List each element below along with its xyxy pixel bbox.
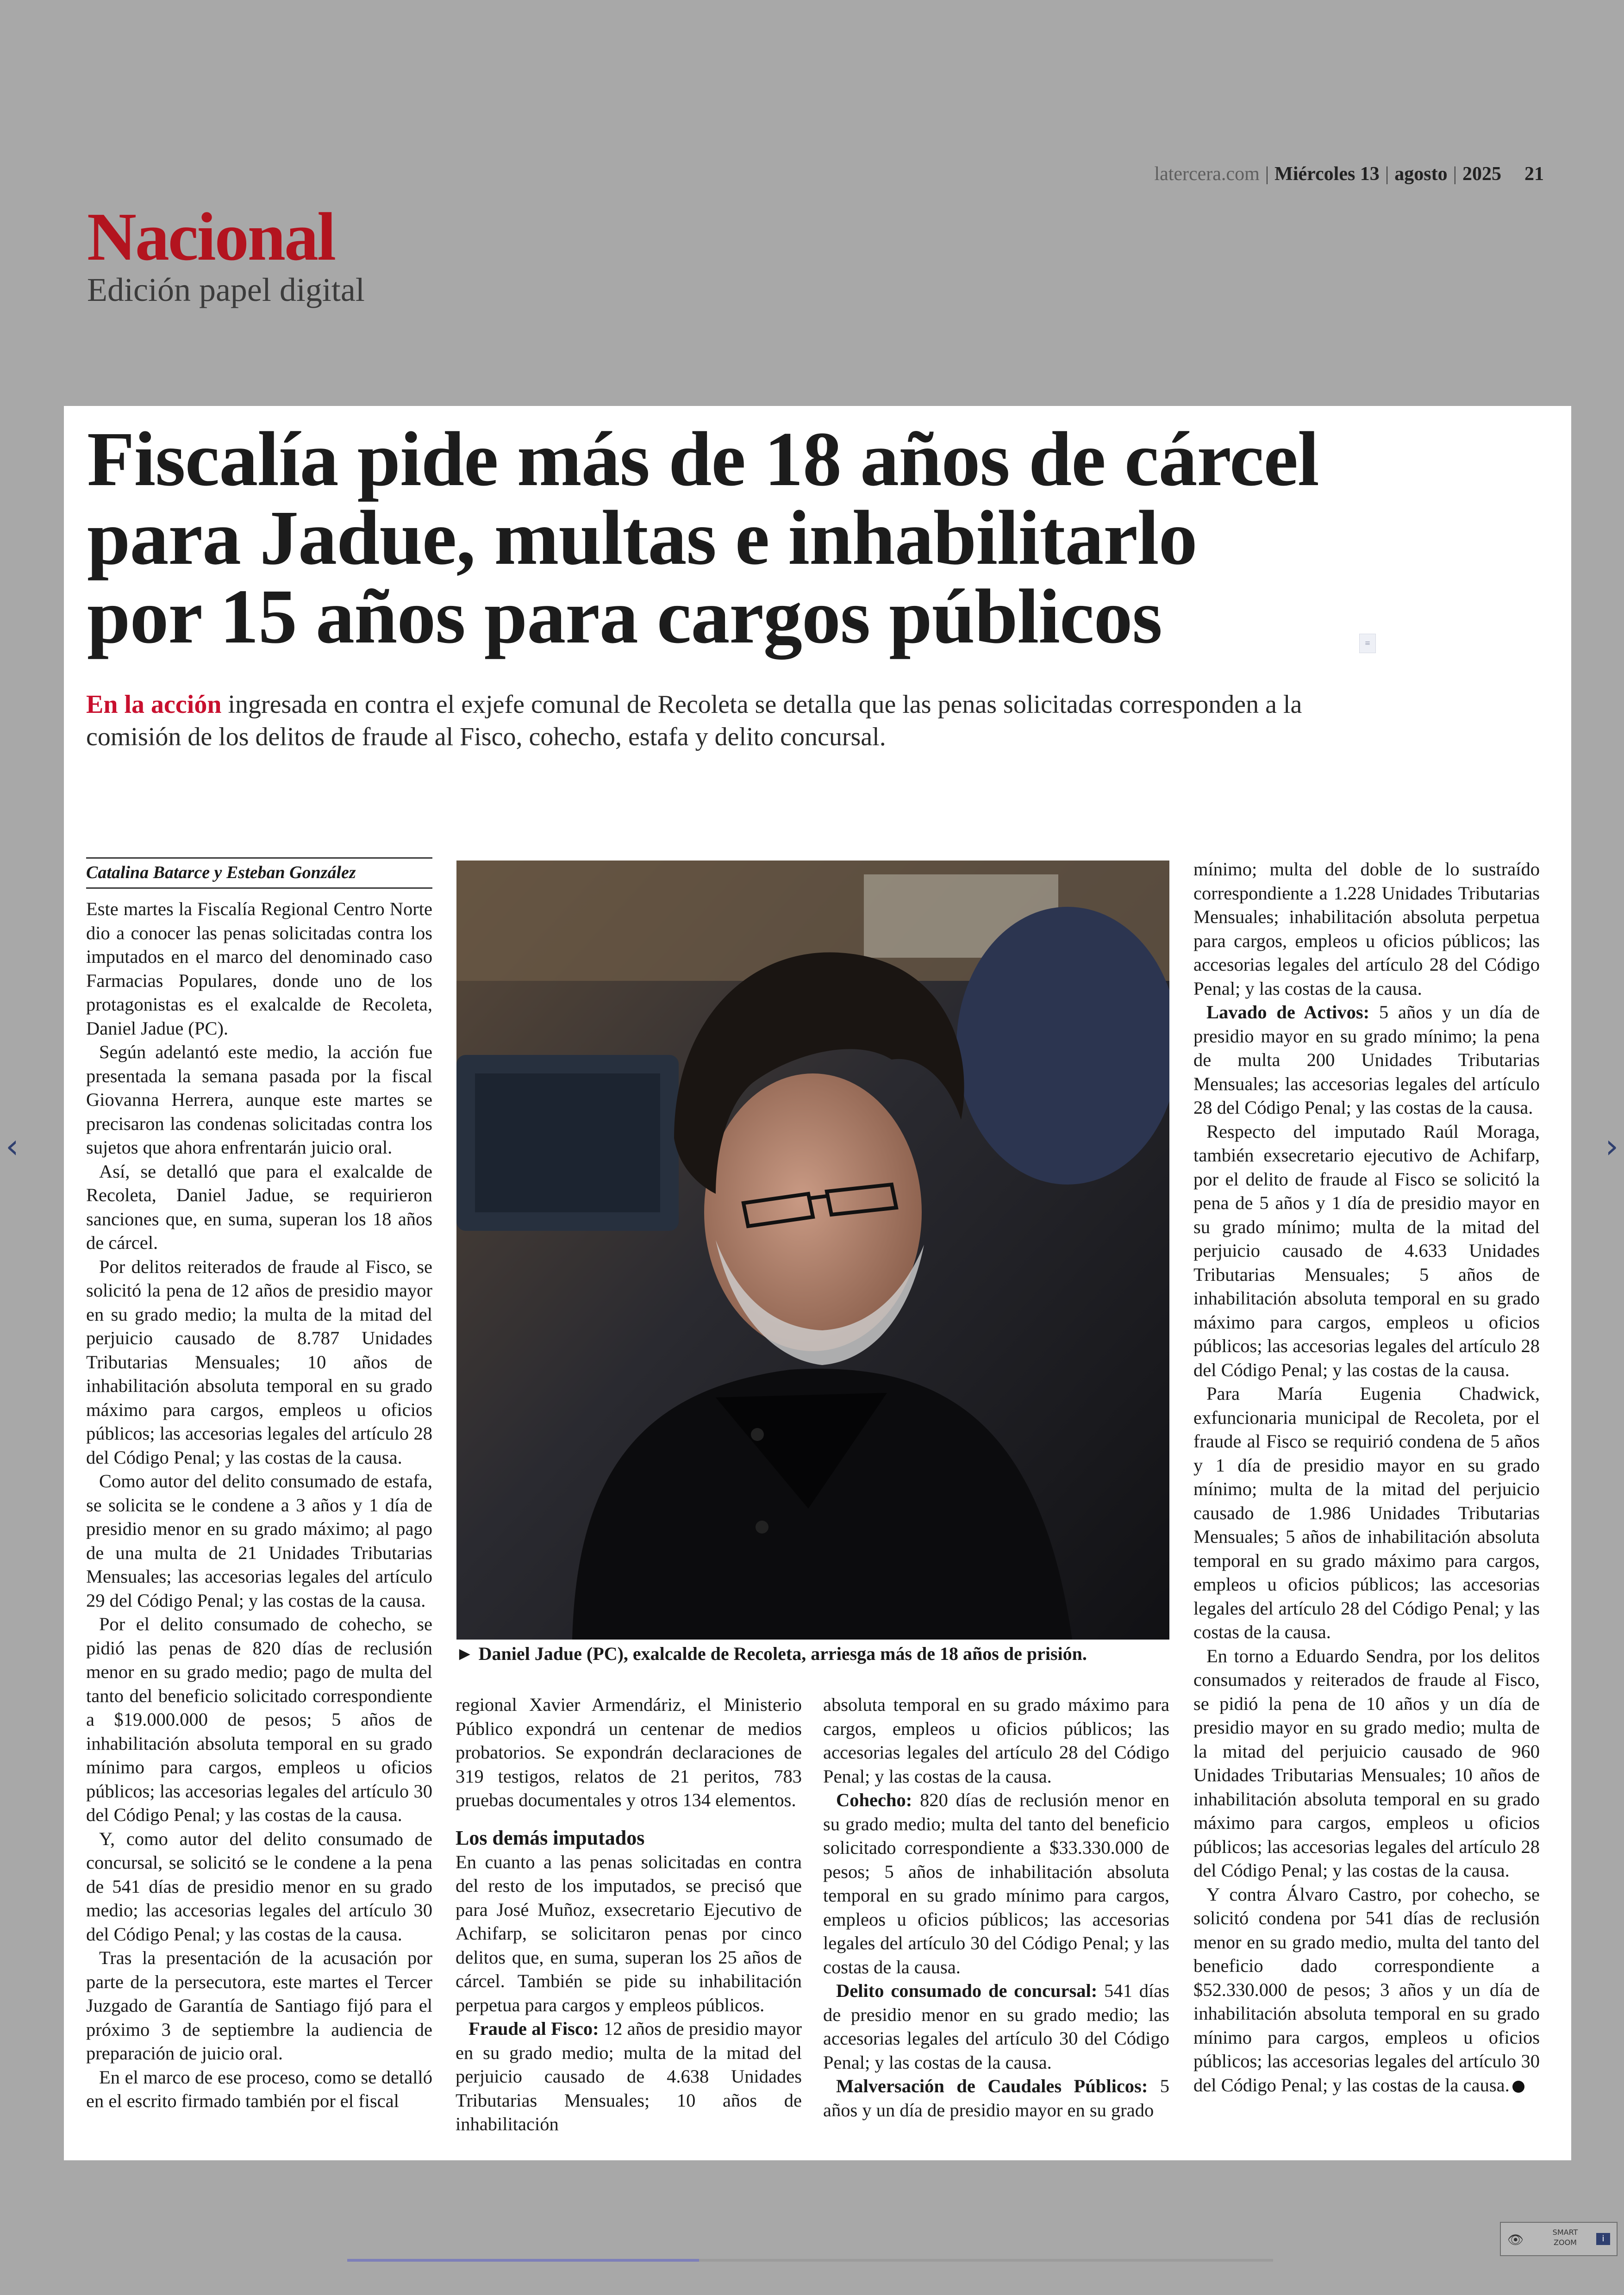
separator: | xyxy=(1385,163,1389,185)
scrollbar-thumb[interactable] xyxy=(347,2259,699,2262)
paragraph: Respecto del imputado Raúl Moraga, también exsecretario ejecutivo de Achifarp, por el delito de fraude al Fisco se solicitó la pena de 5 años y 1 día de presidio mayor en su grado mínimo; multa de la mitad del perjuicio causado de 4.633 Unidades Tributarias Mensuales; 5 años de inhabilitación absoluta temporal en su grado máximo para cargos, empleos u oficios públicos; las accesorias legales del artículo 28 del Código Penal; y las costas de la causa. xyxy=(1193,1121,1540,1380)
paragraph xyxy=(456,2017,802,2136)
chevron-left-icon[interactable]: ‹ xyxy=(6,1127,19,1166)
headline-line: para Jadue, multas e inhabilitarlo xyxy=(87,495,1197,581)
article-photo xyxy=(456,861,1169,1640)
headline-line: por 15 años para cargos públicos xyxy=(87,574,1162,660)
paragraph-lead: Lavado de Activos: xyxy=(1206,1002,1370,1023)
paragraph: Para María Eugenia Chadwick, exfuncionaria municipal de Recoleta, por el fraude al Fisco se requirió condena de 5 años y 1 día de presidio mayor en su grado mínimo; multa de la mitad del perjuicio causado de 1.986 Unidades Tributarias Mensuales; 5 años de inhabilitación absoluta temporal en su grado máximo para cargos, empleos u oficios públicos; las accesorias legales del artículo 28 del Código Penal; y las costas de la causa. xyxy=(1193,1383,1540,1642)
note-icon[interactable]: ≡ xyxy=(1359,634,1376,653)
paragraph: En cuanto a las penas solicitadas en contra del resto de los imputados, se precisó que para José Muñoz, exsecretario Ejecutivo de Achifarp, se solicitaron penas por cinco delitos que, en suma, superan los 25 años de cárcel. También se pide su inhabilitación perpetua para cargos y empleos públicos. xyxy=(456,1851,802,2015)
paragraph: Este martes la Fiscalía Regional Centro Norte dio a conocer las penas solicitadas contra los imputados en el marco del denominado caso Farmacias Populares, donde uno de los protagonistas es el exalcalde de Recoleta, Daniel Jadue (PC). xyxy=(86,898,432,1039)
paragraph: Tras la presentación de la acusación por parte de la persecutora, este martes el Tercer Juzgado de Garantía de Santiago fijó para el próximo 3 de septiembre la audiencia de preparación de juicio oral. xyxy=(86,1947,432,2064)
photo-caption: ► Daniel Jadue (PC), exalcalde de Recoleta, arriesga más de 18 años de prisión. xyxy=(456,1643,1087,1664)
paragraph: En el marco de ese proceso, como se detalló en el escrito firmado también por el fiscal xyxy=(86,2066,432,2111)
paragraph: Así, se detalló que para el exalcalde de Recoleta, Daniel Jadue, se requirieron sanciones que, en suma, superan los 18 años de cárcel. xyxy=(86,1160,432,1253)
date-month: agosto xyxy=(1394,163,1448,185)
paragraph: absoluta temporal en su grado máximo para cargos, empleos u oficios públicos; las accesorias legales del artículo 28 del Código Penal; y las costas de la causa. xyxy=(823,1694,1169,1787)
paragraph xyxy=(823,1788,1169,1979)
end-of-article-icon xyxy=(1512,2081,1524,2093)
date-year: 2025 xyxy=(1462,163,1501,185)
info-icon[interactable]: i xyxy=(1596,2233,1610,2245)
edition-label: Edición papel digital xyxy=(87,271,365,308)
smart-zoom-button[interactable] xyxy=(1500,2222,1618,2256)
deck-lead: En la acción xyxy=(86,690,222,719)
paragraph-lead: Cohecho: xyxy=(836,1790,912,1810)
paragraph-lead: Fraude al Fisco: xyxy=(468,2018,599,2039)
paragraph: Por delitos reiterados de fraude al Fisco, se solicitó la pena de 12 años de presidio mayor en su grado medio; la multa de la mitad del perjuicio causado de 8.787 Unidades Tributarias Mensuales; 10 años de inhabilitación absoluta temporal en su grado máximo para cargos, empleos u oficios públicos; las accesorias legales del artículo 28 del Código Penal; y las costas de la causa. xyxy=(86,1256,432,1468)
smart-zoom-label xyxy=(1540,2227,1591,2248)
paragraph xyxy=(1193,1000,1540,1120)
paragraph: regional Xavier Armendáriz, el Ministerio Público expondrá un centenar de medios probatorios. Se expondrán declaraciones de 319 testigos, relatos de 21 peritos, 783 pruebas documentales y otros 134 elementos. xyxy=(456,1694,802,1810)
page-scrollbar[interactable] xyxy=(347,2259,1273,2262)
paragraph-text: 5 años y un día de presidio mayor en su grado mínimo; la pena de multa 200 Unidades Tributarias Mensuales; las accesorias legales del artículo 28 del Código Penal; y las costas de la causa. xyxy=(1193,1002,1540,1118)
separator: | xyxy=(1453,163,1457,185)
paragraph: mínimo; multa del doble de lo sustraído correspondiente a 1.228 Unidades Tributarias Mensuales; inhabilitación absoluta perpetua para cargos, empleos u oficios públicos; las accesorias legales del artículo 28 del Código Penal; y las costas de la causa. xyxy=(1193,859,1540,999)
paragraph: En torno a Eduardo Sendra, por los delitos consumados y reiterados de fraude al Fisco, se pidió la pena de 10 años y un día de presidio mayor en su grado medio; multa de la mitad del perjuicio causado de 960 Unidades Tributarias Mensuales; 10 años de inhabilitación absoluta temporal en su grado máximo para cargos, empleos u oficios públicos; las accesorias legales del artículo 28 del Código Penal; y las costas de la causa. xyxy=(1193,1645,1540,1881)
article-headline xyxy=(87,416,1476,660)
date-day: Miércoles 13 xyxy=(1274,163,1380,185)
paragraph-text: 541 días de presidio menor en su grado medio; las accesorias legales del artículo 30 del Código Penal; y las costas de la causa. xyxy=(823,1980,1169,2073)
article-column-3 xyxy=(823,1693,1169,2122)
byline: Catalina Batarce y Esteban González xyxy=(86,857,432,889)
article-deck xyxy=(86,688,1336,753)
paragraph-lead: Delito consumado de concursal: xyxy=(836,1980,1098,2001)
paragraph: Por el delito consumado de cohecho, se pidió las penas de 820 días de reclusión menor en su grado medio; pago de multa del tanto del beneficio solicitado correspondiente a $19.000.000 de pesos; 5 años de inhabilitación absoluta temporal en su grado mínimo para cargos, empleos u oficios públicos; las accesorias legales del artículo 30 del Código Penal; y las costas de la causa. xyxy=(86,1614,432,1825)
newspaper-page xyxy=(64,406,1571,2160)
paragraph: Según adelantó este medio, la acción fue presentada la semana pasada por la fiscal Giovanna Herrera, aunque este martes se precisaron las condenas solicitadas contra los sujetos que ahora enfrentarán juicio oral. xyxy=(86,1041,432,1158)
site-name[interactable]: latercera.com xyxy=(1154,163,1260,185)
article-column-2 xyxy=(456,1693,802,2136)
paragraph-text: Y contra Álvaro Castro, por cohecho, se solicitó condena por 541 días de reclusión menor en su grado medio, multa del tanto del beneficio dado correspondiente a $52.330.000 de pesos; 3 años y un día de inhabilitación absoluta temporal en su grado mínimo para cargos, empleos u oficios públicos; las accesorias legales del artículo 30 del Código Penal; y las costas de la causa. xyxy=(1193,1883,1540,2095)
page-number: 21 xyxy=(1524,163,1544,185)
paragraph-text: 820 días de reclusión menor en su grado medio; multa del tanto del beneficio solicitado correspondiente a $33.330.000 de pesos; 5 años de inhabilitación absoluta temporal en su grado mínimo para cargos, empleos u oficios públicos; las accesorias legales del artículo 30 del Código Penal; y las costas de la causa. xyxy=(823,1790,1169,1977)
article-column-1 xyxy=(86,857,432,2113)
article-column-4 xyxy=(1193,857,1540,2097)
subheading: Los demás imputados xyxy=(456,1826,645,1849)
eye-icon: 👁 xyxy=(1507,2232,1524,2247)
deck-text: ingresada en contra el exjefe comunal de Recoleta se detalla que las penas solicitadas corresponden a la comisión de los delitos de fraude al Fisco, cohecho, estafa y delito concursal. xyxy=(86,690,1302,751)
paragraph-text: 5 años y un día de presidio mayor en su grado xyxy=(823,2076,1169,2120)
separator: | xyxy=(1265,163,1269,185)
page-date-header xyxy=(1154,163,1544,185)
paragraph: Y, como autor del delito consumado de concursal, se solicitó se le condene a la pena de 541 días de presidio menor en su grado medio; las accesorias legales del artículo 30 del Código Penal; y las costas de la causa. xyxy=(86,1828,432,1945)
photo-illustration xyxy=(456,861,1169,1640)
paragraph xyxy=(823,1979,1169,2074)
zoom-label-line: ZOOM xyxy=(1554,2238,1577,2247)
paragraph xyxy=(823,2074,1169,2122)
paragraph xyxy=(1193,1883,1540,2097)
paragraph-text: 12 años de presidio mayor en su grado medio; multa de la mitad del perjuicio causado de 4.638 Unidades Tributarias Mensuales; 10 años de inhabilitación xyxy=(456,2018,802,2134)
section-title: Nacional xyxy=(87,199,335,275)
zoom-label-line: SMART xyxy=(1552,2228,1578,2237)
chevron-right-icon[interactable]: › xyxy=(1605,1127,1618,1166)
headline-line: Fiscalía pide más de 18 años de cárcel xyxy=(87,416,1319,502)
paragraph-lead: Malversación de Caudales Públicos: xyxy=(836,2076,1148,2096)
paragraph: Como autor del delito consumado de estafa, se solicita se le condene a 3 años y 1 día de presidio menor en su grado máximo; al pago de una multa de 21 Unidades Tributarias Mensuales; las accesorias legales del artículo 29 del Código Penal; y las costas de la causa. xyxy=(86,1471,432,1611)
